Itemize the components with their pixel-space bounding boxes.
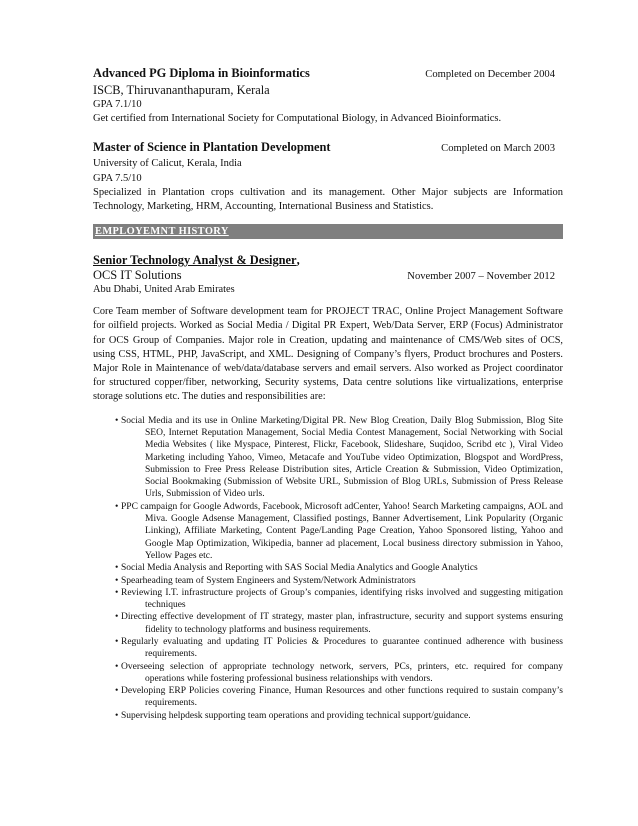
education-header: [93, 140, 563, 155]
list-item-text: Social Media and its use in Online Marketing/Digital PR. New Blog Creation, Daily Blog Submission, Blog Site SEO, Internet Reputation Management, Social Media Contest Management, Social Networking with Social Media Websites ( like Myspace, Pinterest, Flickr, Facebook, Slideshare, Suqidoo, Scribd etc ), Viral Video Marketing including Yahoo, Vimeo, Metacafe and YouTube video Optimization, Blogspot and WordPress, Submission to Free Press Release Distribution sites, Article Creation & Submission, Video Optimization, Social Bookmaking (Submission of Website URL, Submission of Blog URLs, Submission of Press Release Urls, Submission of Video urls.: [121, 415, 563, 500]
job-title-text: Senior Technology Analyst & Designer: [93, 253, 297, 268]
list-item: • Spearheading team of System Engineers and System/Network Administrators: [115, 575, 416, 586]
job-header: [93, 268, 563, 283]
list-item-text: Overseeing selection of appropriate technology network, servers, PCs, printers, etc. required for company operations while fostering professional business relationships with vendors.: [121, 661, 563, 684]
job-location: Abu Dhabi, United Arab Emirates: [93, 284, 235, 296]
list-item: • Reviewing I.T. infrastructure projects of Group’s companies, identifying risks involved and suggesting mitigation techniques: [115, 587, 563, 611]
list-item-text: Spearheading team of System Engineers and System/Network Administrators: [121, 575, 416, 586]
education-entry: [93, 140, 563, 214]
list-item-text: Social Media Analysis and Reporting with SAS Social Media Analytics and Google Analytics: [121, 563, 478, 574]
resume-page: [93, 66, 563, 722]
job-entry: [93, 253, 563, 722]
education-note: Get certified from International Society for Computational Biology, in Advanced Bioinformatics.: [93, 113, 502, 125]
institution: ISCB, Thiruvananthapuram, Kerala: [93, 83, 270, 97]
responsibilities-list: [93, 415, 563, 722]
list-item: • Regularly evaluating and updating IT Policies & Procedures to guarantee continued adherence with business requirements.: [115, 636, 563, 660]
list-item: • Overseeing selection of appropriate technology network, servers, PCs, printers, etc. required for company operations while fostering professional business relationships with vendors.: [115, 661, 563, 684]
list-item: • Developing ERP Policies covering Finance, Human Resources and other functions required to sustain company’s requirements.: [115, 686, 563, 709]
list-item-text: Directing effective development of IT strategy, master plan, infrastructure, security and support systems ensuring fidelity to technology platforms and business requirements.: [121, 612, 563, 635]
education-entry: [93, 66, 563, 126]
institution: University of Calicut, Kerala, India: [93, 158, 242, 170]
degree-title: Master of Science in Plantation Development: [93, 140, 331, 155]
list-item: • PPC campaign for Google Adwords, Facebook, Microsoft adCenter, Yahoo! Search Marketing campaigns, AOL and Miva. Google Adsense Management, Classified postings, Banner Advertisement, Link Popularity (Organic Linking), Affiliate Marketing, Content Page/Landing Page Creation, Yahoo Sponsored listing, Yahoo and Google Map Optimization, Wikipedia, banner ad placement, Local business directory submission in Yahoo, Yellow Pages etc.: [115, 501, 563, 561]
job-description: Core Team member of Software development team for PROJECT TRAC, Online Project Management Software for oilfield projects. Worked as Social Media / Digital PR Expert, Web/Data Server, ERP (Focus) Administrator for OCS Group of Companies. Major role in Creation, updating and maintenance of CMS/Web sites of OCS, using CSS, HTML, PHP, JavaScript, and XML. Designing of Company’s flyers, Product brochures and Posters. Major Role in Maintenance of web/data/database servers and email servers. Also worked as Project coordinator for structured copper/fiber, networking, Security systems, Data centre solutions like virtualizations, enterprise storage solutions etc. The duties and responsibilities are:: [93, 306, 563, 403]
gpa: GPA 7.5/10: [93, 172, 142, 184]
list-item-text: Developing ERP Policies covering Finance, Human Resources and other functions required to sustain company’s requirements.: [121, 686, 563, 709]
job-title-suffix: ,: [296, 253, 300, 268]
list-item: • Social Media Analysis and Reporting with SAS Social Media Analytics and Google Analytics: [115, 563, 478, 574]
list-item: • Social Media and its use in Online Marketing/Digital PR. New Blog Creation, Daily Blog Submission, Blog Site SEO, Internet Reputation Management, Social Media Contest Management, Social Networking with Social Media Websites ( like Myspace, Pinterest, Flickr, Facebook, Slideshare, Suqidoo, Scribd etc ), Viral Video Marketing including Yahoo, Vimeo, Metacafe and YouTube video Optimization, Blogspot and WordPress, Submission to Free Press Release Distribution sites, Article Creation & Submission, Video Optimization, Social Bookmaking (Submission of Website URL, Submission of Blog URLs, Submission of Press Release Urls, Submission of Video urls.: [115, 415, 563, 500]
education-note: Specialized in Plantation crops cultivation and its management. Other Major subjects are Information Technology, Marketing, HRM, Accounting, International Business and Statistics.: [93, 186, 563, 213]
list-item-text: Reviewing I.T. infrastructure projects of Group’s companies, identifying risks involved and suggesting mitigation techniques: [121, 587, 563, 611]
list-item-text: Regularly evaluating and updating IT Policies & Procedures to guarantee continued adherence with business requirements.: [121, 636, 563, 660]
degree-title: Advanced PG Diploma in Bioinformatics: [93, 66, 310, 80]
job-dates: November 2007 – November 2012: [407, 271, 555, 283]
education-header: [93, 66, 563, 81]
job-title: [93, 253, 563, 268]
section-heading-label: EMPLOYEMNT HISTORY: [95, 226, 229, 238]
completion-date: Completed on March 2003: [441, 143, 555, 155]
list-item-text: Supervising helpdesk supporting team operations and providing technical support/guidance.: [121, 710, 471, 721]
completion-date: Completed on December 2004: [425, 69, 555, 80]
list-item-text: PPC campaign for Google Adwords, Facebook, Microsoft adCenter, Yahoo! Search Marketing campaigns, AOL and Miva. Google Adsense Management, Classified postings, Banner Advertisement, Link Popularity (Organic Linking), Affiliate Marketing, Content Page/Landing Page Creation, Yahoo Sponsored listing, Yahoo and Google Map Optimization, Wikipedia, banner ad placement, Local business directory submission in Yahoo, Yellow Pages etc.: [121, 501, 563, 561]
list-item: • Supervising helpdesk supporting team operations and providing technical support/guidance.: [115, 710, 471, 721]
company-name: OCS IT Solutions: [93, 268, 182, 283]
section-heading-employment: [93, 224, 563, 239]
gpa: GPA 7.1/10: [93, 99, 142, 110]
list-item: • Directing effective development of IT strategy, master plan, infrastructure, security and support systems ensuring fidelity to technology platforms and business requirements.: [115, 612, 563, 635]
